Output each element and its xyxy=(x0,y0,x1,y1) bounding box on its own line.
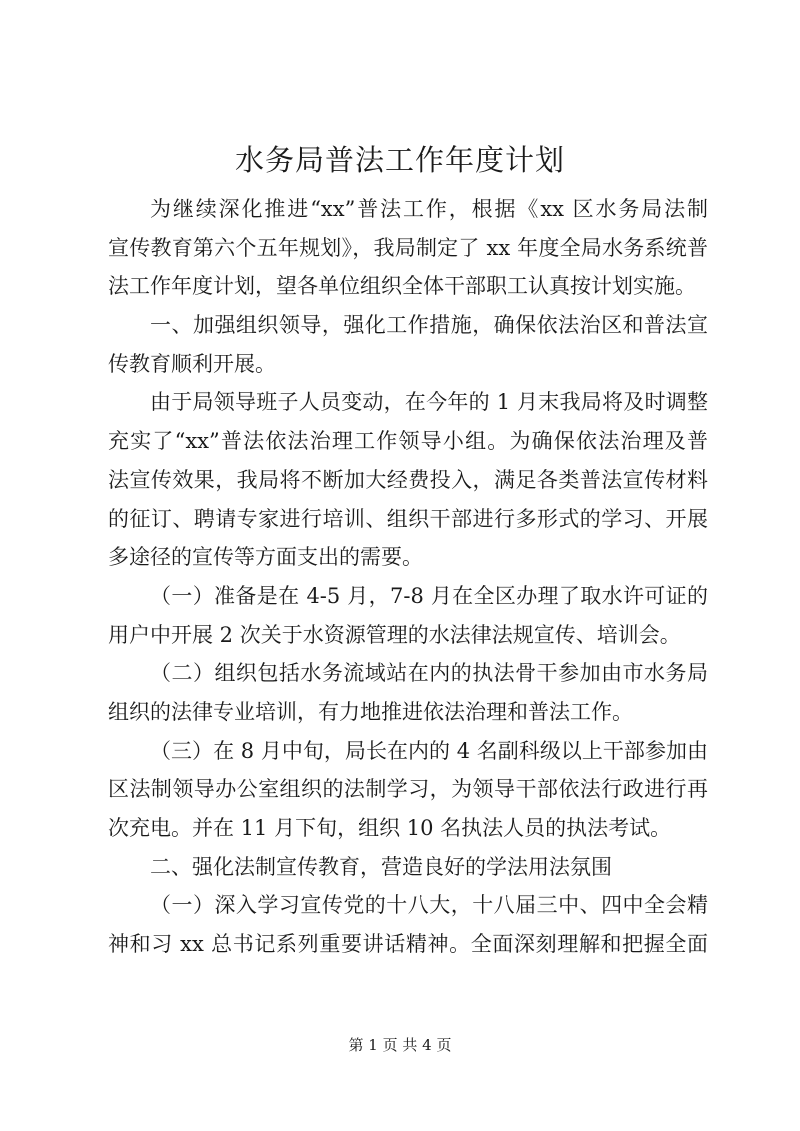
section-heading-line: 传教育顺利开展。 xyxy=(108,351,276,376)
paragraph-line: 由于局领导班子人员变动，在今年的 1 月末我局将及时调整 xyxy=(150,390,708,415)
paragraph-line: （三）在 8 月中旬，局长在内的 4 名副科级以上干部参加由 xyxy=(150,738,708,763)
page-footer: 第 1 页 共 4 页 xyxy=(348,1036,452,1054)
paragraph-line: 为继续深化推进“xx”普法工作，根据《xx 区水务局法制 xyxy=(150,197,708,221)
paragraph-line: （二）组织包括水务流域站在内的执法骨干参加由市水务局 xyxy=(150,661,708,686)
section-heading-line: 二、强化法制宣传教育，营造良好的学法用法氛围 xyxy=(150,854,612,879)
section-heading-line: 一、加强组织领导，强化工作措施，确保依法治区和普法宣 xyxy=(150,313,708,338)
paragraph-line: 法工作年度计划，望各单位组织全体干部职工认真按计划实施。 xyxy=(108,274,696,299)
paragraph-line: 法宣传效果，我局将不断加大经费投入，满足各类普法宣传材料 xyxy=(108,467,708,492)
paragraph-line: （一）准备是在 4-5 月，7-8 月在全区办理了取水许可证的 xyxy=(150,583,708,608)
paragraph-line: 的征订、聘请专家进行培训、组织干部进行多形式的学习、开展 xyxy=(108,506,708,531)
paragraph-line: 组织的法律专业培训，有力地推进依法治理和普法工作。 xyxy=(108,699,633,724)
document-body xyxy=(108,190,708,964)
paragraph-line: 次充电。并在 11 月下旬，组织 10 名执法人员的执法考试。 xyxy=(108,816,672,840)
document-title: 水务局普法工作年度计划 xyxy=(234,143,565,177)
paragraph-line: 用户中开展 2 次关于水资源管理的水法律法规宣传、培训会。 xyxy=(108,622,681,647)
paragraph-line: 神和习 xx 总书记系列重要讲话精神。全面深刻理解和把握全面 xyxy=(108,932,708,957)
paragraph-line: （一）深入学习宣传党的十八大，十八届三中、四中全会精 xyxy=(150,893,708,918)
paragraph-line: 多途径的宣传等方面支出的需要。 xyxy=(108,545,423,570)
paragraph-line: 充实了“xx”普法依法治理工作领导小组。为确保依法治理及普 xyxy=(108,429,708,454)
paragraph-line: 区法制领导办公室组织的法制学习，为领导干部依法行政进行再 xyxy=(108,777,708,802)
paragraph-line: 宣传教育第六个五年规划》，我局制定了 xx 年度全局水务系统普 xyxy=(108,235,708,260)
